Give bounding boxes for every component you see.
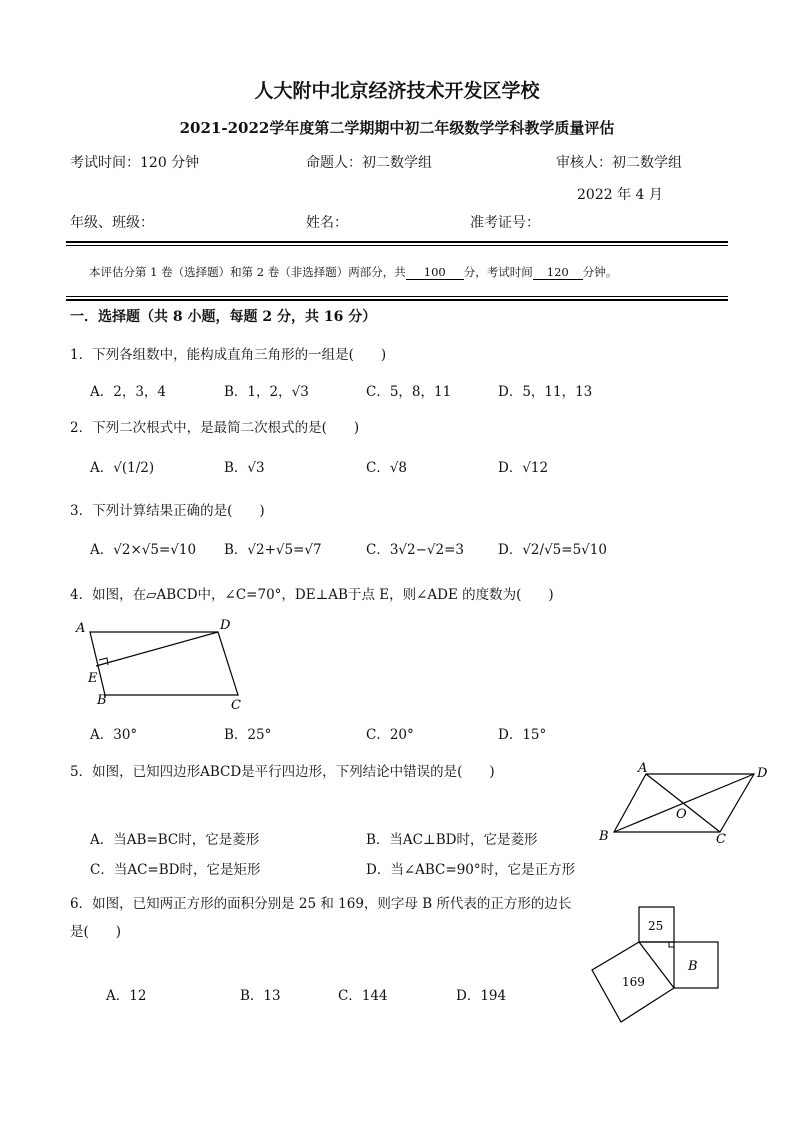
q6-option-b[interactable]: B．13 — [240, 988, 281, 1004]
question-6-stem-line-1: 6．如图，已知两正方形的面积分别是 25 和 169，则字母 B 所代表的正方形的边长 — [70, 896, 572, 912]
exam-title: 2021-2022学年度第二学期期中初二年级数学学科教学质量评估 — [179, 119, 615, 137]
question-6-stem-line-2: 是( ) — [70, 924, 122, 940]
q2-option-d[interactable]: D．√12 — [498, 460, 549, 476]
q5-option-c[interactable]: C．当AC=BD时，它是矩形 — [90, 862, 261, 878]
question-1-stem: 1．下列各组数中，能构成直角三角形的一组是( ) — [70, 347, 387, 363]
q4-parallelogram-figure — [70, 612, 260, 717]
q4-label-a: A — [76, 621, 86, 636]
q2-option-b[interactable]: B．√3 — [224, 460, 265, 476]
q5-label-a: A — [638, 761, 648, 776]
author: 命题人：初二数学组 — [306, 155, 432, 171]
q1-option-d[interactable]: D．5，11，13 — [498, 384, 593, 400]
q3-option-d[interactable]: D．√2/√5=5√10 — [498, 542, 607, 558]
question-5-options-row-1 — [0, 828, 794, 852]
q4-parallelogram — [90, 632, 238, 695]
q5-label-c: C — [716, 832, 726, 847]
q3-option-a[interactable]: A．√2×√5=√10 — [90, 542, 197, 558]
q6-label-169: 169 — [622, 975, 645, 989]
q6-label-b: B — [688, 959, 698, 974]
q1-option-c[interactable]: C．5，8，11 — [366, 384, 452, 400]
question-5-stem: 5．如图，已知四边形ABCD是平行四边形，下列结论中错误的是( ) — [70, 764, 495, 780]
exam-time: 考试时间：120 分钟 — [70, 155, 200, 171]
q4-segment-de — [96, 632, 218, 666]
q6-option-d[interactable]: D．194 — [456, 988, 507, 1004]
exam-date: 2022 年 4 月 — [577, 187, 663, 203]
q2-option-c[interactable]: C．√8 — [366, 460, 408, 476]
q3-option-b[interactable]: B．√2+√5=√7 — [224, 542, 322, 558]
q5-option-a[interactable]: A．当AB=BC时，它是菱形 — [90, 832, 260, 848]
question-6-options — [0, 984, 794, 1008]
grade-class-field: 年级、班级： — [70, 215, 154, 231]
q1-option-a[interactable]: A．2，3，4 — [90, 384, 167, 400]
q5-label-o: O — [676, 807, 687, 822]
q4-label-e: E — [88, 671, 98, 686]
note-divider-bottom — [66, 299, 728, 301]
question-3-options — [0, 538, 794, 562]
question-4-stem: 4．如图，在▱ABCD中，∠C=70°，DE⊥AB于点 E，则∠ADE 的度数为( ) — [70, 587, 554, 603]
q1-option-b[interactable]: B．1，2，√3 — [224, 384, 309, 400]
q6-option-c[interactable]: C．144 — [338, 988, 388, 1004]
section-title: 一．选择题（共 8 小题，每题 2 分，共 16 分） — [70, 309, 377, 325]
header-divider-bottom — [66, 245, 728, 246]
q4-label-b: B — [97, 693, 107, 708]
q4-option-b[interactable]: B．25° — [224, 727, 272, 743]
q2-option-a[interactable]: A．√(1/2) — [90, 460, 155, 476]
question-5-options-row-2 — [0, 858, 794, 882]
note-divider-top — [66, 296, 728, 297]
q4-label-c: C — [231, 698, 241, 713]
q4-label-d: D — [220, 618, 231, 633]
q4-option-c[interactable]: C．20° — [366, 727, 414, 743]
question-3-stem: 3．下列计算结果正确的是( ) — [70, 503, 265, 519]
q6-option-a[interactable]: A．12 — [106, 988, 147, 1004]
exam-id-field: 准考证号： — [470, 215, 540, 231]
q6-right-angle-mark — [669, 942, 674, 947]
q4-option-a[interactable]: A．30° — [90, 727, 138, 743]
question-4-options — [0, 723, 794, 747]
school-name: 人大附中北京经济技术开发区学校 — [254, 80, 540, 102]
reviewer: 审核人：初二数学组 — [556, 155, 682, 171]
q5-label-b: B — [599, 829, 609, 844]
question-2-options — [0, 456, 794, 480]
q3-option-c[interactable]: C．3√2−√2=3 — [366, 542, 465, 558]
exam-duration: 120 — [533, 265, 583, 280]
q6-label-25: 25 — [648, 919, 664, 933]
question-2-stem: 2．下列二次根式中，是最简二次根式的是( ) — [70, 420, 360, 436]
header-divider-top — [66, 241, 728, 243]
q6-squares-figure — [584, 900, 734, 1028]
question-1-options — [0, 380, 794, 404]
q5-option-d[interactable]: D．当∠ABC=90°时，它是正方形 — [366, 862, 576, 878]
total-score: 100 — [406, 265, 464, 280]
exam-note: 本评估分第 1 卷（选择题）和第 2 卷（非选择题）两部分，共 100 分，考试时间 120 分钟。 — [89, 265, 618, 279]
q5-label-d: D — [757, 766, 768, 781]
q5-option-b[interactable]: B．当AC⊥BD时，它是菱形 — [366, 832, 538, 848]
name-field: 姓名： — [306, 215, 348, 231]
q4-option-d[interactable]: D．15° — [498, 727, 547, 743]
q5-diagonal-bd — [614, 774, 754, 832]
